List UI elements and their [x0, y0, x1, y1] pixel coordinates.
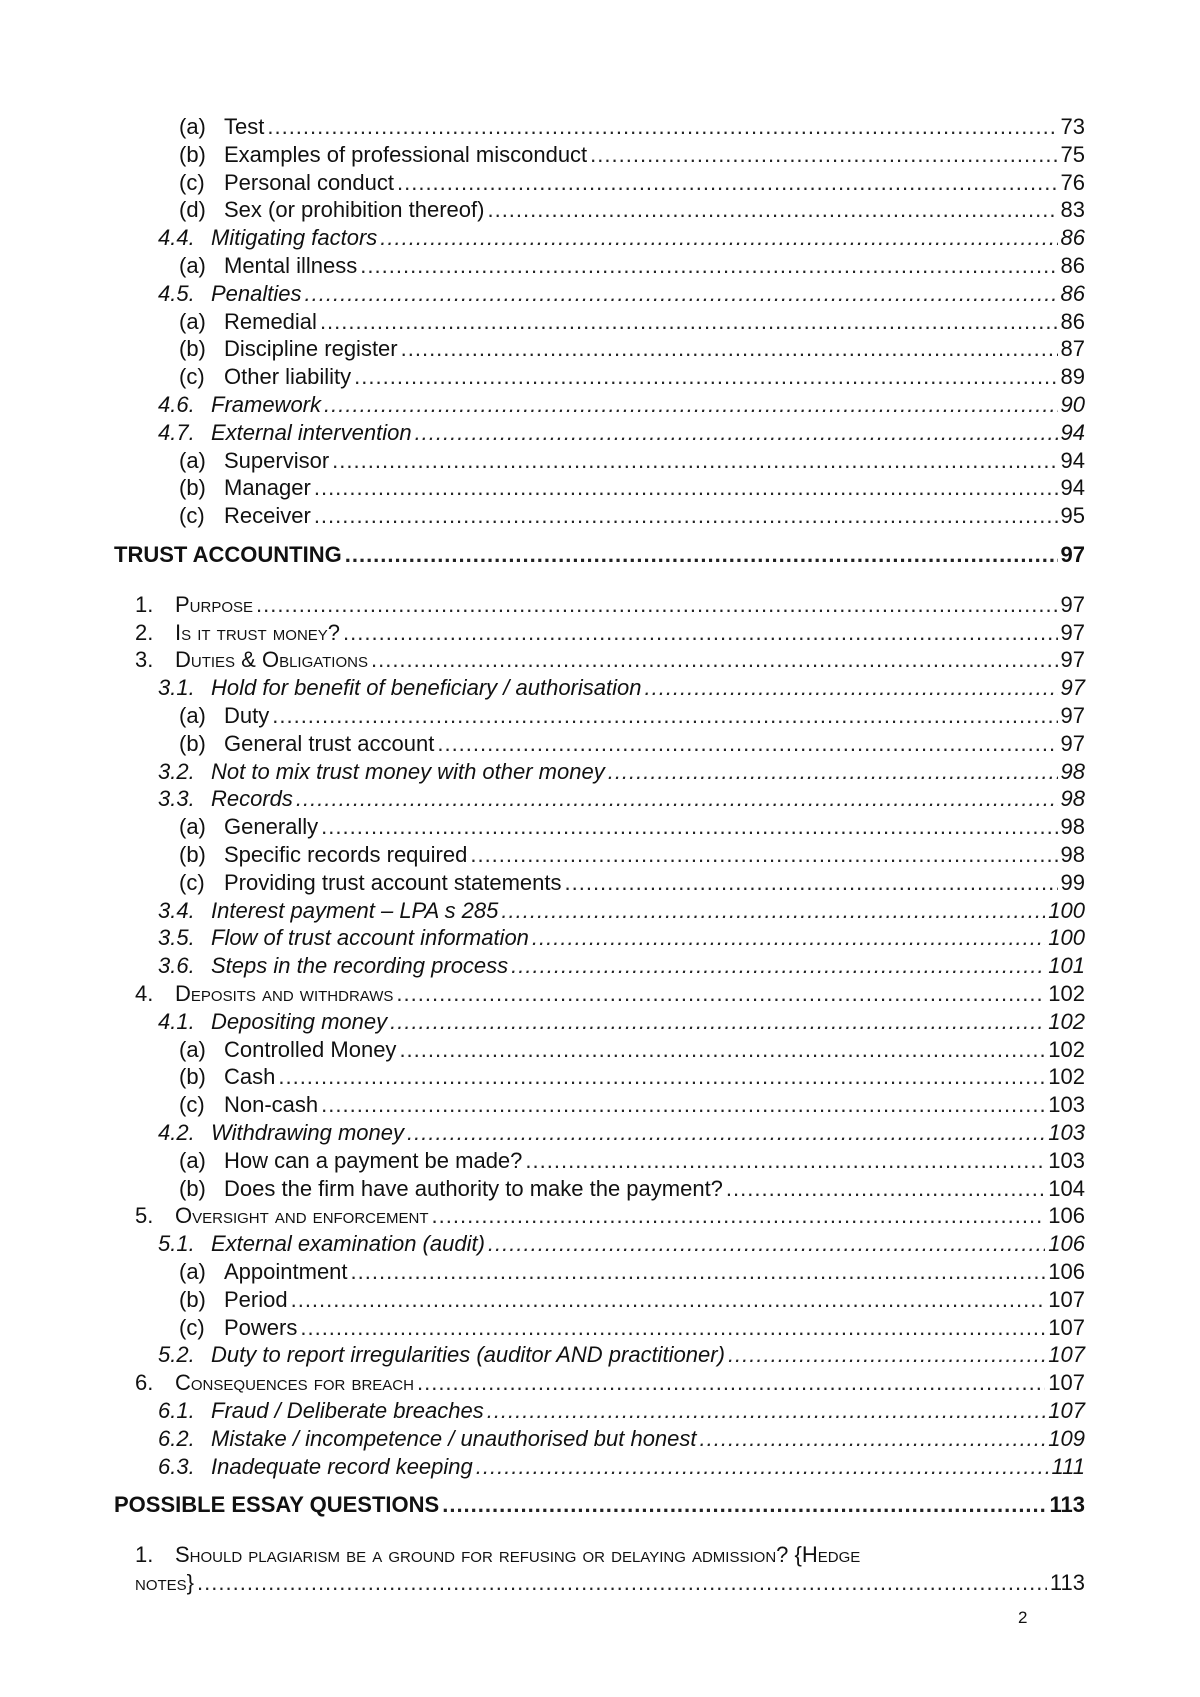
toc-entry-title: General trust account — [224, 730, 435, 756]
toc-entry-page: 106 — [1048, 1231, 1085, 1257]
toc-entry-page: 104 — [1048, 1175, 1085, 1201]
toc-entry[interactable] — [179, 1147, 1085, 1175]
toc-entry-number: (b) — [179, 141, 206, 167]
toc-entry-page: 89 — [1060, 364, 1085, 390]
toc-entry[interactable] — [158, 785, 1085, 813]
toc-entry-title: Manager — [224, 475, 311, 501]
toc-entry-page: 86 — [1060, 253, 1085, 278]
dot-leader — [532, 924, 1045, 952]
toc-entry[interactable] — [158, 952, 1085, 980]
toc-entry-page: 97 — [1060, 619, 1085, 645]
toc-entry-page: 86 — [1060, 308, 1085, 334]
toc-entry-number: 6. — [135, 1370, 154, 1396]
dot-leader — [321, 813, 1057, 841]
toc-entry-page: 97 — [1060, 542, 1085, 567]
toc-entry-title: Not to mix trust money with other money — [211, 758, 605, 784]
toc-entry-title: Duty — [224, 703, 270, 728]
toc-entry[interactable] — [158, 419, 1085, 447]
toc-entry-number: (a) — [179, 703, 206, 728]
toc-entry[interactable] — [179, 869, 1085, 897]
dot-leader — [407, 1119, 1045, 1147]
toc-entry-page: 102 — [1048, 1036, 1085, 1062]
toc-entry-page: 98 — [1060, 758, 1085, 784]
toc-entry-title: Depositing money — [211, 1008, 388, 1034]
toc-entry-title: External examination (audit) — [211, 1231, 485, 1257]
toc-entry-number: 4.4. — [158, 225, 195, 251]
toc-entry-title: Appointment — [224, 1259, 348, 1284]
toc-entry-title: Oversight and enforcement — [175, 1203, 429, 1229]
toc-entry-number: (c) — [179, 503, 205, 529]
dot-leader — [432, 1202, 1046, 1230]
toc-entry[interactable] — [179, 308, 1085, 336]
toc-entry-number: (c) — [179, 1092, 205, 1118]
toc-entry-title: Other liability — [224, 364, 352, 390]
toc-entry-title: Remedial — [224, 308, 317, 334]
toc-entry-number: (b) — [179, 1286, 206, 1312]
dot-leader — [488, 1230, 1045, 1258]
toc-entry[interactable] — [135, 619, 1085, 647]
toc-entry-title: Sex (or prohibition thereof) — [224, 197, 485, 223]
toc-entry-page: 87 — [1060, 336, 1085, 362]
toc-entry-number: (a) — [179, 1259, 206, 1284]
toc-entry-page: 76 — [1060, 169, 1085, 195]
toc-entry-title: Non-cash — [224, 1092, 319, 1118]
toc-entry-title: Purpose — [175, 591, 254, 617]
dot-leader — [401, 335, 1058, 363]
dot-leader — [300, 1314, 1045, 1342]
dot-leader — [256, 591, 1057, 619]
toc-entry-page: 113 — [1049, 1570, 1085, 1595]
toc-entry-title: Period — [224, 1286, 288, 1312]
toc-entry-number: (c) — [179, 869, 205, 895]
toc-entry-page: 107 — [1048, 1286, 1085, 1312]
toc-entry-number: (c) — [179, 364, 205, 390]
dot-leader — [345, 541, 1058, 569]
toc-entry-page: 86 — [1060, 280, 1085, 306]
toc-entry-title: Should plagiarism be a ground for refusing or delaying admission? {Hedge — [175, 1542, 861, 1568]
toc-entry[interactable] — [179, 1314, 1085, 1342]
toc-entry-number: 4.1. — [158, 1008, 195, 1034]
toc-entry[interactable] — [179, 841, 1085, 869]
toc-entry[interactable] — [179, 1286, 1085, 1314]
toc-entry-page: 90 — [1060, 392, 1085, 417]
toc-entry-title: Controlled Money — [224, 1036, 397, 1062]
toc-entry[interactable] — [179, 335, 1085, 363]
toc-entry-page: 106 — [1048, 1203, 1085, 1229]
toc-entry-number: 3.6. — [158, 953, 195, 979]
dot-leader — [291, 1286, 1046, 1314]
toc-entry-number: (c) — [179, 1314, 205, 1340]
toc-entry-page: 94 — [1060, 419, 1085, 445]
toc-entry-title: Providing trust account statements — [224, 869, 562, 895]
toc-entry-page: 101 — [1048, 953, 1085, 979]
dot-leader — [314, 474, 1058, 502]
toc-entry-title: Hold for benefit of beneficiary / authorisation — [211, 675, 642, 701]
toc-entry-title: Test — [224, 114, 265, 139]
toc-entry-page: 95 — [1060, 503, 1085, 529]
toc-entry[interactable] — [179, 1091, 1085, 1119]
dot-leader — [487, 1397, 1046, 1425]
toc-entry-page: 97 — [1060, 675, 1085, 701]
toc-entry[interactable] — [179, 474, 1085, 502]
toc-entry-title: Duty to report irregularities (auditor AND practitioner) — [211, 1342, 725, 1368]
dot-leader — [396, 980, 1045, 1008]
toc-entry-title: Mental illness — [224, 253, 358, 278]
dot-leader — [608, 758, 1058, 786]
toc-entry-page: 94 — [1060, 447, 1085, 473]
toc-entry-title: Receiver — [224, 503, 311, 529]
toc-entry[interactable] — [135, 1369, 1085, 1397]
toc-entry[interactable] — [158, 924, 1085, 952]
toc-entry-title: Generally — [224, 814, 319, 840]
toc-entry[interactable] — [179, 252, 1085, 280]
toc-entry-number: (b) — [179, 842, 206, 867]
toc-entry-title: TRUST ACCOUNTING — [114, 542, 342, 567]
toc-entry-title: Interest payment – LPA s 285 — [211, 897, 499, 923]
toc-entry-number: (a) — [179, 447, 206, 473]
dot-leader — [415, 419, 1058, 447]
dot-leader — [726, 1175, 1045, 1203]
toc-entry-number: 5. — [135, 1203, 154, 1229]
dot-leader — [700, 1425, 1046, 1453]
dot-leader — [390, 1008, 1045, 1036]
toc-entry-title: Withdrawing money — [211, 1120, 404, 1145]
dot-leader — [351, 1258, 1046, 1286]
dot-leader — [197, 1569, 1047, 1597]
toc-entry[interactable] — [158, 758, 1085, 786]
toc-entry-page: 94 — [1060, 475, 1085, 501]
dot-leader — [501, 897, 1045, 925]
toc-entry-page: 97 — [1060, 591, 1085, 617]
dot-leader — [320, 308, 1058, 336]
toc-entry-page: 86 — [1060, 225, 1085, 251]
dot-leader — [314, 502, 1058, 530]
toc-entry-number: 5.2. — [158, 1342, 195, 1368]
toc-entry-number: 6.3. — [158, 1453, 195, 1479]
toc-entry-page: 103 — [1048, 1092, 1085, 1118]
toc-entry-page: 98 — [1060, 842, 1085, 867]
dot-leader — [511, 952, 1045, 980]
toc-entry-number: (d) — [179, 197, 206, 223]
toc-entry-number: 5.1. — [158, 1231, 195, 1257]
toc-entry[interactable] — [179, 113, 1085, 141]
toc-entry-page: 102 — [1048, 981, 1085, 1006]
dot-leader — [565, 869, 1058, 897]
toc-entry-title: Specific records required — [224, 842, 468, 867]
toc-entry[interactable] — [158, 897, 1085, 925]
toc-entry-number: (c) — [179, 169, 205, 195]
dot-leader — [305, 280, 1058, 308]
dot-leader — [354, 363, 1057, 391]
toc-entry-number: (b) — [179, 336, 206, 362]
toc-entry-title: Mitigating factors — [211, 225, 378, 251]
toc-entry-title: Is it trust money? — [175, 619, 341, 645]
toc-entry[interactable] — [114, 1491, 1085, 1519]
toc-entry-page: 113 — [1049, 1492, 1085, 1518]
toc-entry[interactable] — [158, 1341, 1085, 1369]
toc-entry-title: Fraud / Deliberate breaches — [211, 1398, 484, 1423]
toc-entry[interactable] — [135, 980, 1085, 1008]
toc-entry-page: 98 — [1060, 814, 1085, 840]
toc-entry-title: Framework — [211, 392, 322, 417]
toc-entry-title: Inadequate record keeping — [211, 1453, 473, 1479]
page-number: 2 — [1018, 1608, 1028, 1627]
dot-leader — [267, 113, 1057, 141]
dot-leader — [371, 646, 1058, 674]
toc-entry-number: (a) — [179, 114, 206, 139]
toc-entry-title: POSSIBLE ESSAY QUESTIONS — [114, 1492, 440, 1518]
toc-entry[interactable] — [179, 1175, 1085, 1203]
toc-entry[interactable] — [158, 391, 1085, 419]
toc-entry-number: (a) — [179, 253, 206, 278]
toc-entry[interactable] — [158, 1230, 1085, 1258]
toc-entry-number: 4.5. — [158, 280, 195, 306]
dot-leader — [397, 169, 1058, 197]
toc-entry-page: 97 — [1060, 703, 1085, 728]
toc-entry-page: 102 — [1048, 1064, 1085, 1090]
toc-entry-title: Penalties — [211, 280, 302, 306]
toc-entry-page: 106 — [1048, 1259, 1085, 1284]
toc-entry[interactable] — [114, 541, 1085, 569]
toc-entry-page: 100 — [1048, 897, 1085, 923]
toc-entry-page: 83 — [1060, 197, 1085, 223]
toc-entry-page: 75 — [1060, 141, 1085, 167]
dot-leader — [728, 1341, 1045, 1369]
dot-leader — [324, 391, 1058, 419]
dot-leader — [644, 674, 1057, 702]
toc-entry-number: (a) — [179, 1147, 206, 1173]
dot-leader — [332, 447, 1057, 475]
toc-entry[interactable] — [158, 1119, 1085, 1147]
toc-entry-title: External intervention — [211, 419, 412, 445]
toc-entry-number: 3.5. — [158, 925, 195, 951]
toc-entry[interactable] — [179, 363, 1085, 391]
toc-entry-number: (b) — [179, 475, 206, 501]
dot-leader — [343, 619, 1057, 647]
toc-entry-page: 107 — [1048, 1398, 1085, 1423]
toc-entry-number: (a) — [179, 308, 206, 334]
toc-entry-number: 6.2. — [158, 1425, 195, 1451]
toc-entry-page: 102 — [1048, 1008, 1085, 1034]
toc-entry[interactable] — [179, 730, 1085, 758]
toc-entry-title: Consequences for breach — [175, 1370, 414, 1396]
toc-entry-continuation[interactable] — [135, 1569, 1085, 1597]
toc-entry[interactable] — [179, 502, 1085, 530]
dot-leader — [487, 196, 1057, 224]
toc-entry-number: 3.4. — [158, 897, 195, 923]
toc-entry-number: 4.7. — [158, 419, 195, 445]
toc-entry-title: Does the firm have authority to make the payment? — [224, 1175, 723, 1201]
toc-entry-page: 107 — [1048, 1370, 1085, 1396]
toc-entry-title: How can a payment be made? — [224, 1147, 523, 1173]
dot-leader — [380, 224, 1057, 252]
toc-entry-number: 3.3. — [158, 786, 195, 812]
toc-entry[interactable] — [135, 646, 1085, 674]
dot-leader — [437, 730, 1057, 758]
toc-entry-number: 2. — [135, 619, 154, 645]
toc-entry-title: Deposits and withdraws — [175, 981, 394, 1006]
toc-entry[interactable] — [179, 169, 1085, 197]
toc-entry-number: (a) — [179, 814, 206, 840]
toc-entry[interactable] — [135, 1541, 1085, 1569]
toc-entry-page: 107 — [1048, 1342, 1085, 1368]
toc-entry-title: Duties & Obligations — [175, 647, 368, 673]
dot-leader — [525, 1147, 1045, 1175]
toc-entry[interactable] — [158, 224, 1085, 252]
toc-entry-number: 1. — [135, 1542, 154, 1568]
toc-entry-title: Personal conduct — [224, 169, 394, 195]
dot-leader — [321, 1091, 1045, 1119]
toc-entry-page: 97 — [1060, 730, 1085, 756]
toc-entry-number: (b) — [179, 1064, 206, 1090]
toc-entry-page: 99 — [1060, 869, 1085, 895]
toc-entry[interactable] — [179, 1258, 1085, 1286]
toc-entry-number: 3.1. — [158, 675, 195, 701]
toc-entry-number: 4.2. — [158, 1120, 195, 1145]
toc-entry[interactable] — [179, 813, 1085, 841]
toc-entry-page: 73 — [1060, 114, 1085, 139]
dot-leader — [417, 1369, 1045, 1397]
toc-entry-number: (b) — [179, 730, 206, 756]
toc-entry-page: 97 — [1060, 647, 1085, 673]
dot-leader — [296, 785, 1058, 813]
toc-entry[interactable] — [179, 141, 1085, 169]
toc-entry-page: 107 — [1048, 1314, 1085, 1340]
toc-entry[interactable] — [158, 1453, 1085, 1481]
toc-entry-page: 103 — [1048, 1120, 1085, 1145]
toc-entry[interactable] — [179, 1036, 1085, 1064]
toc-entry[interactable] — [158, 1008, 1085, 1036]
toc-entry[interactable] — [158, 674, 1085, 702]
dot-leader — [399, 1036, 1045, 1064]
toc-entry-number: 6.1. — [158, 1398, 195, 1423]
toc-entry-title: Supervisor — [224, 447, 330, 473]
toc-entry-title: Flow of trust account information — [211, 925, 529, 951]
dot-leader — [470, 841, 1057, 869]
toc-entry-number: 4. — [135, 981, 154, 1006]
toc-entry-title: Records — [211, 786, 293, 812]
toc-entry[interactable] — [179, 196, 1085, 224]
toc-entry[interactable] — [135, 591, 1085, 619]
toc-entry-number: 1. — [135, 591, 154, 617]
toc-entry-number: 3.2. — [158, 758, 195, 784]
dot-leader — [272, 702, 1057, 730]
dot-leader — [476, 1453, 1049, 1481]
toc-entry[interactable] — [179, 447, 1085, 475]
toc-entry[interactable] — [158, 1397, 1085, 1425]
toc-entry-title: Steps in the recording process — [211, 953, 509, 979]
toc-entry-page: 111 — [1051, 1453, 1085, 1479]
toc-entry-page: 100 — [1048, 925, 1085, 951]
toc-entry-page: 109 — [1048, 1425, 1085, 1451]
toc-entry-title-continuation: notes} — [135, 1570, 195, 1595]
toc-entry-title: Discipline register — [224, 336, 398, 362]
toc-entry-title: Cash — [224, 1064, 276, 1090]
toc-entry-title: Powers — [224, 1314, 298, 1340]
dot-leader — [442, 1491, 1046, 1519]
toc-entry[interactable] — [158, 1425, 1085, 1453]
toc-entry[interactable] — [179, 1063, 1085, 1091]
toc-entry-title: Mistake / incompetence / unauthorised but honest — [211, 1425, 697, 1451]
dot-leader — [278, 1063, 1045, 1091]
toc-entry[interactable] — [135, 1202, 1085, 1230]
toc-entry-number: (a) — [179, 1036, 206, 1062]
toc-entry-title: Examples of professional misconduct — [224, 141, 588, 167]
toc-entry-number: 4.6. — [158, 392, 195, 417]
toc-entry[interactable] — [179, 702, 1085, 730]
toc-entry-number: (b) — [179, 1175, 206, 1201]
toc-entry[interactable] — [158, 280, 1085, 308]
dot-leader — [360, 252, 1057, 280]
toc-entry-number: 3. — [135, 647, 154, 673]
toc-entry-page: 98 — [1060, 786, 1085, 812]
dot-leader — [590, 141, 1057, 169]
toc-entry-page: 103 — [1048, 1147, 1085, 1173]
